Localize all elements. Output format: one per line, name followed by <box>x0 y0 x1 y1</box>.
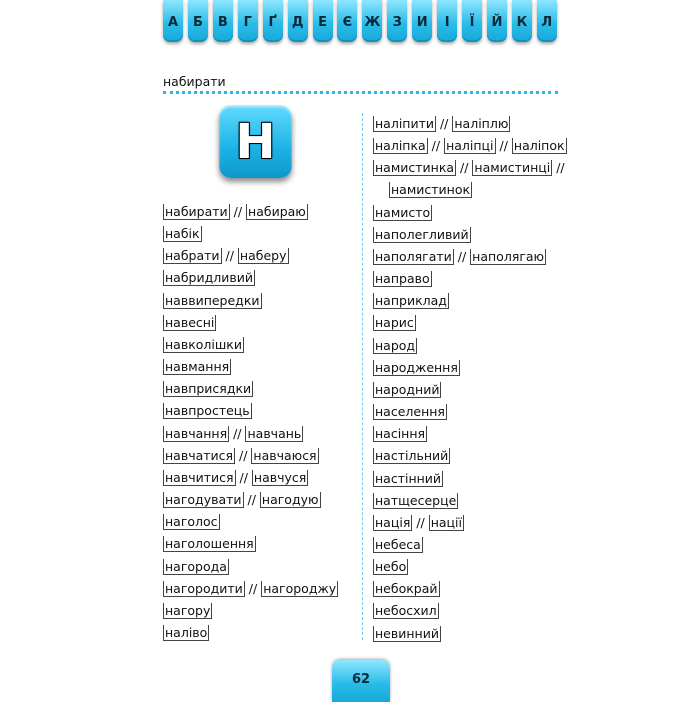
word-entry <box>373 623 567 645</box>
word-entry <box>373 224 567 246</box>
word-form: наліпок <box>513 138 565 154</box>
word-entry <box>163 201 338 223</box>
word-entry <box>163 400 338 422</box>
word-form: народ <box>375 337 416 353</box>
word-entry <box>373 179 567 201</box>
word-form: небосхил <box>375 603 437 619</box>
word-entry <box>163 423 338 445</box>
word-form: навчання <box>165 425 228 441</box>
form-separator: // <box>235 469 252 485</box>
word-entry <box>373 423 567 445</box>
word-form: наліплю <box>454 116 509 131</box>
letter-tab[interactable]: Л <box>537 0 557 42</box>
letter-tab[interactable]: И <box>412 0 432 42</box>
word-entry <box>373 135 567 157</box>
form-separator: // <box>243 492 260 508</box>
running-head: набирати <box>163 74 226 89</box>
word-form: наголошення <box>165 536 254 552</box>
word-form: набираю <box>248 204 306 219</box>
word-entry <box>373 357 567 379</box>
right-word-column <box>373 113 567 645</box>
word-form: насіння <box>375 426 426 442</box>
word-form: намистинка <box>375 160 455 176</box>
letter-tab[interactable]: Ґ <box>263 0 283 42</box>
word-form: наліво <box>165 624 208 640</box>
word-entry <box>373 512 567 534</box>
word-form: наполягати <box>375 248 452 264</box>
letter-tab[interactable]: Г <box>238 0 258 42</box>
word-entry <box>163 245 338 267</box>
word-form: навпростець <box>165 403 250 419</box>
letter-tab[interactable]: Є <box>337 0 357 42</box>
word-form: нагородити <box>165 580 243 596</box>
word-form: настільний <box>375 448 449 464</box>
word-form: нарис <box>375 315 414 331</box>
word-entry <box>373 246 567 268</box>
word-entry <box>163 290 338 312</box>
word-form: наліпці <box>446 138 494 154</box>
form-separator: // <box>456 160 473 176</box>
form-separator: // <box>244 580 262 596</box>
word-form: наввипередки <box>165 292 260 308</box>
word-form: настінний <box>375 470 442 486</box>
word-form: навчаюся <box>253 447 317 463</box>
form-separator: // <box>221 248 238 264</box>
word-form: навчуся <box>253 469 307 485</box>
word-form: набрати <box>165 248 220 264</box>
word-entry <box>163 312 338 334</box>
word-entry <box>163 556 338 578</box>
word-form: наберу <box>239 248 287 264</box>
word-form: нації <box>430 514 463 530</box>
word-form: намистинок <box>391 182 471 198</box>
letter-tab[interactable]: Й <box>487 0 507 42</box>
word-form: нагору <box>165 602 211 618</box>
word-form: наполегливий <box>375 226 469 242</box>
word-entry <box>373 578 567 600</box>
letter-tab[interactable]: К <box>512 0 532 42</box>
word-form: навчитися <box>165 469 234 485</box>
word-form: навчань <box>247 425 302 441</box>
letter-tab[interactable]: Ї <box>462 0 482 42</box>
word-form: небеса <box>375 536 421 552</box>
page-number: 62 <box>351 671 371 687</box>
word-form: нація <box>375 514 411 530</box>
word-form: набридливий <box>165 270 253 286</box>
word-form: небо <box>375 559 407 575</box>
word-form: направо <box>375 271 430 287</box>
word-entry <box>373 290 567 312</box>
word-entry <box>163 467 338 489</box>
word-form: нагодую <box>261 492 319 508</box>
word-entry <box>373 312 567 334</box>
form-separator: // <box>495 138 512 154</box>
form-separator: // <box>229 204 247 219</box>
word-entry <box>373 401 567 423</box>
page-number-tab <box>332 660 390 702</box>
word-form: натщесерце <box>375 492 457 508</box>
word-entry <box>373 379 567 401</box>
word-form: навприсядки <box>165 381 252 397</box>
form-separator: // <box>235 447 252 463</box>
word-entry <box>163 223 338 245</box>
letter-tab[interactable]: Б <box>188 0 208 42</box>
word-form: навмання <box>165 359 230 375</box>
word-form: наліпити <box>375 116 434 131</box>
word-entry <box>163 445 338 467</box>
word-entry <box>163 600 338 622</box>
word-entry <box>163 378 338 400</box>
form-separator: // <box>427 138 445 154</box>
letter-tab[interactable]: Е <box>313 0 333 42</box>
word-form: намистинці <box>474 160 551 176</box>
letter-tab[interactable]: Ж <box>362 0 382 42</box>
word-form: народний <box>375 381 440 397</box>
word-entry <box>373 534 567 556</box>
word-form: наполягаю <box>472 248 545 264</box>
word-entry <box>163 489 338 511</box>
word-entry <box>163 622 338 644</box>
word-entry <box>163 356 338 378</box>
form-separator: // <box>552 160 565 176</box>
word-entry <box>163 334 338 356</box>
word-entry <box>373 556 567 578</box>
word-form: нагодувати <box>165 492 242 508</box>
word-form: навчатися <box>165 447 234 463</box>
word-form: навколішки <box>165 336 242 352</box>
word-entry <box>163 533 338 555</box>
dotted-divider <box>163 91 558 94</box>
word-form: навесні <box>165 314 215 330</box>
word-entry <box>163 267 338 289</box>
word-entry <box>373 157 567 179</box>
word-form: народження <box>375 359 458 375</box>
section-letter-badge <box>219 105 292 178</box>
word-entry <box>163 511 338 533</box>
word-form: нагороджу <box>263 580 337 596</box>
left-word-column <box>163 201 338 644</box>
word-form: набирати <box>165 204 228 219</box>
letter-tab[interactable]: Д <box>288 0 308 42</box>
word-entry <box>373 202 567 224</box>
letter-tab[interactable]: В <box>213 0 233 42</box>
form-separator: // <box>436 116 453 131</box>
alphabet-tabs <box>163 0 557 44</box>
section-letter: Н <box>235 113 276 170</box>
column-divider <box>362 113 363 640</box>
word-form: населення <box>375 404 445 420</box>
word-form: наголос <box>165 514 218 530</box>
word-entry <box>373 445 567 467</box>
form-separator: // <box>412 514 429 530</box>
form-separator: // <box>229 425 246 441</box>
form-separator: // <box>453 248 471 264</box>
word-form: небокрай <box>375 581 438 597</box>
letter-tab[interactable]: А <box>163 0 183 42</box>
word-entry <box>373 268 567 290</box>
letter-tab[interactable]: З <box>387 0 407 42</box>
word-form: намисто <box>375 204 431 220</box>
word-entry <box>373 490 567 512</box>
word-entry <box>373 600 567 622</box>
word-entry <box>163 578 338 600</box>
word-form: невинний <box>375 625 439 641</box>
word-entry <box>373 113 567 135</box>
word-entry <box>373 335 567 357</box>
letter-tab[interactable]: І <box>437 0 457 42</box>
word-form: наприклад <box>375 293 447 309</box>
word-entry <box>373 468 567 490</box>
word-form: набік <box>165 226 200 242</box>
word-form: наліпка <box>375 138 426 154</box>
word-form: нагорода <box>165 558 227 574</box>
